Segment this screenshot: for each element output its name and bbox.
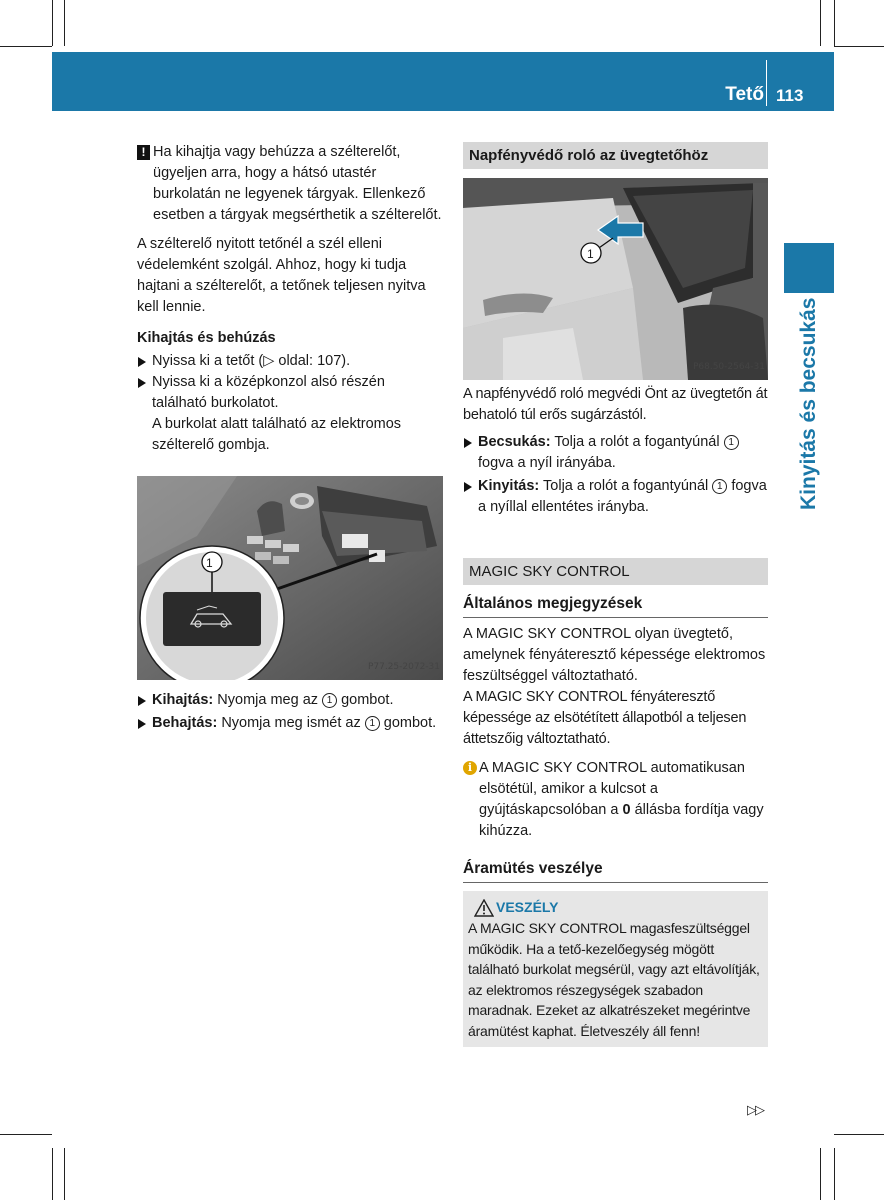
callout-1-icon: 1 [365, 716, 380, 731]
image-code: P77.25-2072-31 [367, 662, 440, 672]
page-number: 113 [776, 86, 804, 105]
action-text: Nyomja meg az [217, 692, 319, 708]
warning-triangle-icon [474, 899, 494, 917]
crop-mark [64, 0, 65, 46]
crop-mark [820, 0, 821, 46]
action-text: gombot. [341, 692, 394, 708]
crop-mark [0, 1134, 52, 1135]
info-text: A MAGIC SKY CONTROL automatikusan elsötétül, amikor a kulcsot a gyújtáskapcsolóban a [479, 760, 745, 818]
side-tab-label: Kinyitás és becsukás [797, 297, 820, 510]
list-item [137, 690, 443, 711]
list-item [463, 476, 768, 518]
section-bar: Napfényvédő roló az üvegtetőhöz [463, 142, 768, 169]
crop-mark [52, 1148, 53, 1200]
callout-number: 1 [206, 556, 213, 570]
section-heading: Általános megjegyzések [463, 593, 768, 618]
action-label: Kinyitás: [478, 478, 540, 494]
danger-title: VESZÉLY [496, 899, 559, 915]
paragraph: A MAGIC SKY CONTROL olyan üvegtető, amelynek fényáteresztő képessége elektromos feszültséggel változtatható. [463, 626, 766, 684]
crop-mark [820, 1148, 821, 1200]
list-item-text: A burkolat alatt található az elektromos szélterelő gombja. [152, 416, 402, 453]
action-text: Tolja a rolót a fogantyúnál [543, 478, 709, 494]
side-tab-marker [784, 243, 834, 293]
section-title: Tető [725, 84, 764, 105]
danger-box [463, 891, 768, 1047]
action-text: Nyomja meg ismét az [221, 715, 361, 731]
right-column [463, 142, 768, 1047]
section-heading: Áramütés veszélye [463, 858, 768, 883]
header-bar [52, 52, 834, 111]
paragraph: A MAGIC SKY CONTROL fényáteresztő képessége az elsötétített állapotból a teljesen áttetszőig változtatható. [463, 689, 747, 747]
action-text: gombot. [383, 715, 437, 731]
callout-number: 1 [587, 247, 594, 261]
action-text: Tolja a rolót a fogantyúnál [554, 434, 720, 450]
action-text: fogva a nyíl irányába. [478, 455, 616, 471]
section-bar: MAGIC SKY CONTROL [463, 558, 768, 585]
info-text: 0 [622, 802, 631, 818]
sunroof-photo [463, 178, 768, 380]
info-note [463, 758, 768, 842]
callout-1-icon: 1 [724, 435, 739, 450]
list-item-text: Nyissa ki a tetőt (▷ oldal: 107). [152, 353, 351, 369]
warning-text: Ha kihajtja vagy behúzza a szélterelőt, ügyeljen arra, hogy a hátsó utastér burkolatán ne legyenek tárgyak. Ellenkező esetben a tárgyak megsérthetik a szélterelőt. [153, 144, 442, 223]
exclamation-icon: ! [137, 145, 150, 160]
crop-mark [52, 0, 53, 46]
list-item [137, 351, 443, 372]
continue-mark: ▷▷ [747, 1102, 763, 1117]
crop-mark [834, 1134, 884, 1135]
danger-text: A MAGIC SKY CONTROL magasfeszültséggel működik. Ha a tető-kezelőegység mögött található burkolat megsérül, vagy azt eltávolítják, az elektromos részegységek szabadon maradnak. Ezeket az alkatrészeket megérintve áramütést kaphat. Életveszély áll fenn! [468, 920, 760, 1039]
image-code: P68.50-2564-31 [692, 362, 765, 372]
crop-mark [0, 46, 52, 47]
paragraph: A napfényvédő roló megvédi Önt az üvegtetőn át behatoló túl erős sugárzástól. [463, 386, 768, 423]
info-text: állásba fordítja vagy kihúzza. [479, 802, 764, 839]
warning-note [137, 142, 443, 226]
callout-1-icon: 1 [712, 479, 727, 494]
list-item-text: Nyissa ki a középkonzol alsó részén található burkolatot. [152, 374, 385, 411]
console-photo [137, 476, 443, 680]
crop-mark [834, 46, 884, 47]
action-text: fogva a nyíllal ellentétes irányba. [478, 478, 767, 515]
sunroof-illustration [463, 178, 768, 380]
callout-1-icon: 1 [322, 693, 337, 708]
paragraph: A szélterelő nyitott tetőnél a szél elleni védelemként szolgál. Ahhoz, hogy ki tudja hajtani a szélterelőt, a tetőnek teljesen nyitva kell lennie. [137, 236, 426, 315]
danger-header [468, 897, 762, 918]
crop-mark [64, 1148, 65, 1200]
subheading: Kihajtás és behúzás [137, 330, 276, 346]
action-label: Behajtás: [152, 715, 218, 731]
info-icon: i [463, 761, 477, 775]
crop-mark [834, 0, 835, 46]
header-separator [766, 60, 767, 106]
crop-mark [834, 1148, 835, 1200]
left-column [137, 142, 443, 734]
list-item [137, 713, 443, 734]
list-item [137, 372, 443, 456]
action-label: Kihajtás: [152, 692, 214, 708]
list-item [463, 432, 768, 474]
console-illustration [137, 476, 443, 680]
action-label: Becsukás: [478, 434, 551, 450]
